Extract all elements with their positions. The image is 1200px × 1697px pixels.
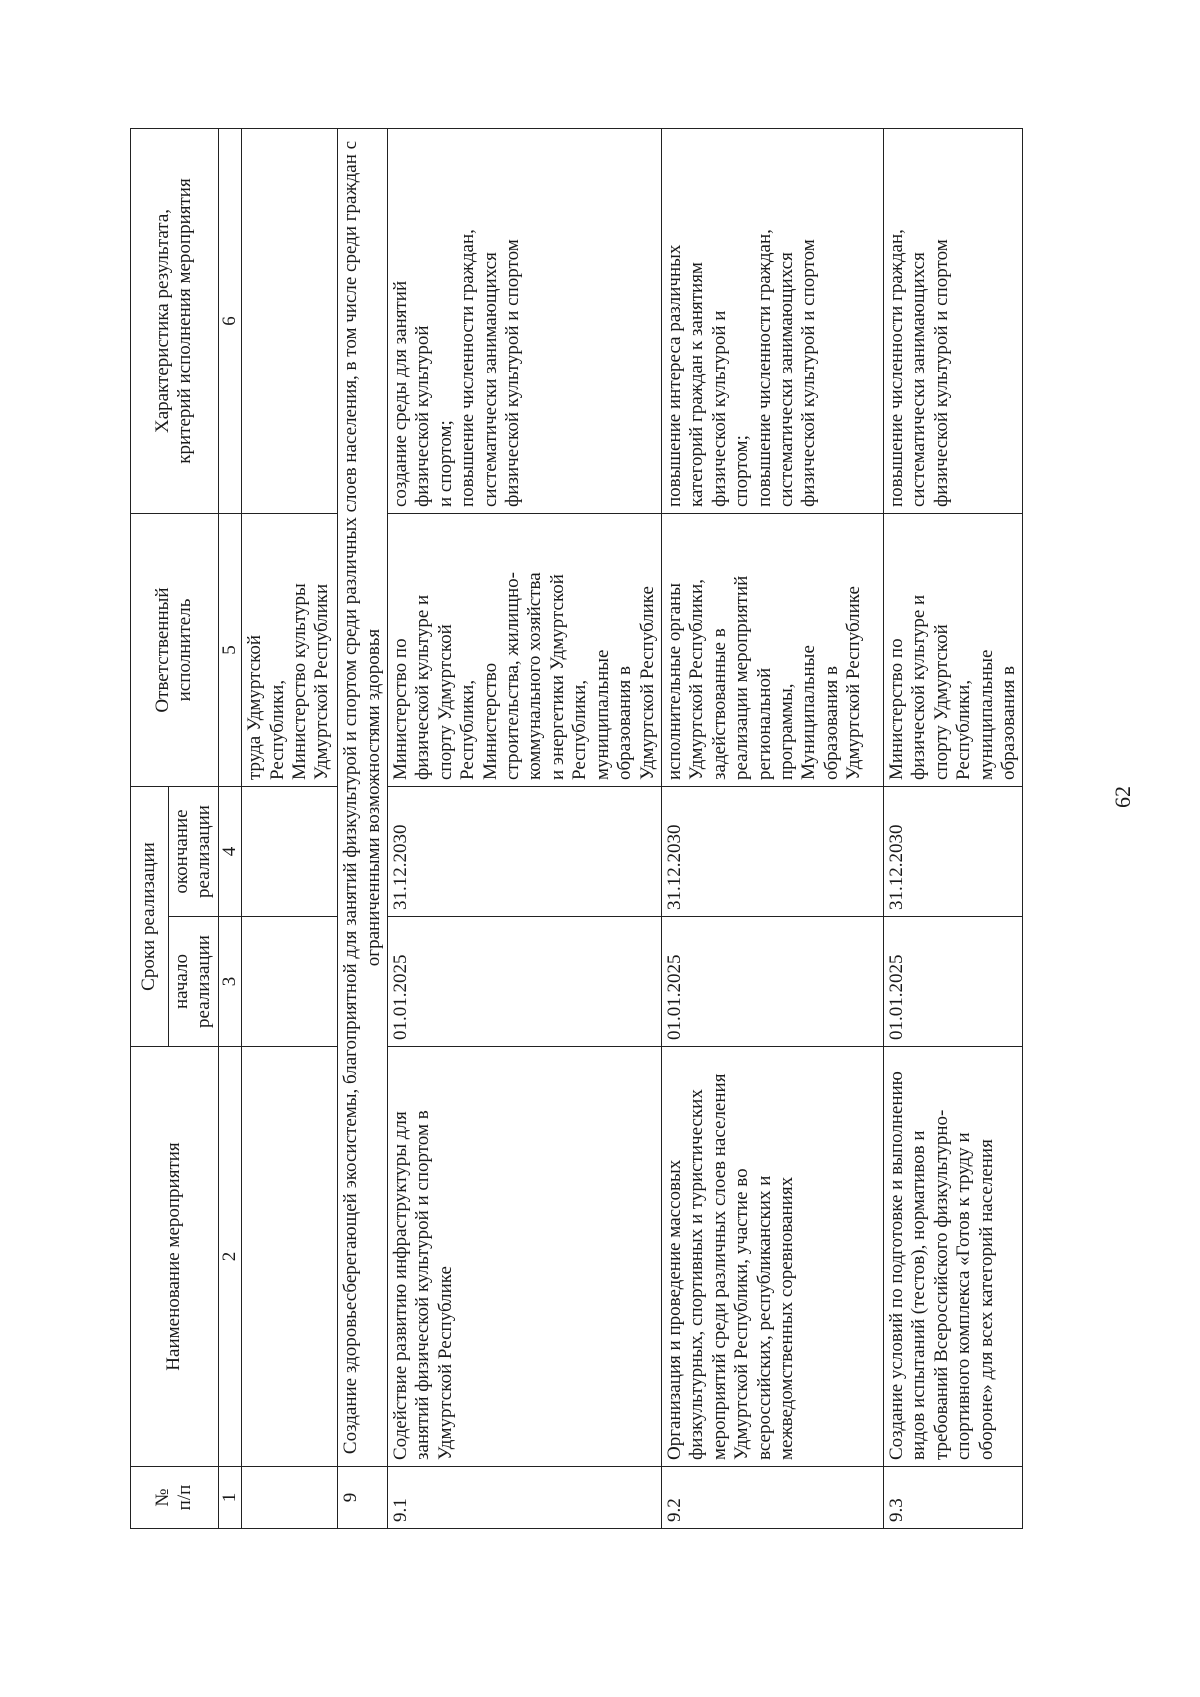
cell-end: 31.12.2030 (661, 787, 883, 917)
column-index-2: 2 (218, 1047, 241, 1467)
column-index-4: 4 (218, 787, 241, 917)
section-number: 9 (338, 1467, 388, 1529)
cell-num: 9.2 (661, 1467, 883, 1529)
cell-start: 01.01.2025 (388, 917, 662, 1047)
table-row (883, 129, 1022, 1529)
cell-name: Содействие развитию инфраструктуры для занятий физической культурой и спортом в Удмуртской Республике (388, 1047, 662, 1467)
section-title: Создание здоровьесберегающей экосистемы, благоприятной для занятий физкультурой и спортом среди различных слоев населения, в том числе среди граждан с ограниченными возможностями здоровья (338, 129, 388, 1467)
cell-executor: исполнительные органы Удмуртской Республики, задействованные в реализации мероприятий региональной программы, Муниципальные образования в Удмуртской Республике (661, 514, 883, 787)
cell-empty (242, 917, 338, 1047)
column-index-6: 6 (218, 129, 241, 514)
cell-empty (242, 129, 338, 514)
activities-table (130, 128, 1023, 1529)
header-end: окончание реализации (169, 787, 219, 917)
cell-result: повышение интереса различных категорий граждан к занятиям физической культурой и спортом; повышение численности граждан, систематически занимающихся физической культурой и спортом (661, 129, 883, 514)
page-number: 62 (1110, 786, 1135, 808)
cell-end: 31.12.2030 (388, 787, 662, 917)
cell-empty (242, 1047, 338, 1467)
table-row-continuation (242, 129, 338, 1529)
column-index-1: 1 (218, 1467, 241, 1529)
cell-result: создание среды для занятий физической культурой и спортом; повышение численности граждан, систематически занимающихся физической культурой и спортом (388, 129, 662, 514)
header-num: № п/п (131, 1467, 219, 1529)
header-name: Наименование мероприятия (131, 1047, 219, 1467)
cell-num: 9.1 (388, 1467, 662, 1529)
cell-name: Создание условий по подготовке и выполнению видов испытаний (тестов), нормативов и требований Всероссийского физкультурно-спортивного комплекса «Готов к труду и обороне» для всех категорий населения (883, 1047, 1022, 1467)
cell-executor: Министерство по физической культуре и спорту Удмуртской Республики, муниципальные образования в (883, 514, 1022, 787)
cell-num: 9.3 (883, 1467, 1022, 1529)
cell-start: 01.01.2025 (883, 917, 1022, 1047)
table-row (388, 129, 662, 1529)
column-index-5: 5 (218, 514, 241, 787)
cell-empty (242, 787, 338, 917)
header-period: Сроки реализации (131, 787, 169, 1047)
table-row (661, 129, 883, 1529)
cell-start: 01.01.2025 (661, 917, 883, 1047)
column-index-3: 3 (218, 917, 241, 1047)
header-result: Характеристика результата, критерий исполнения мероприятия (131, 129, 219, 514)
cell-result: повышение численности граждан, систематически занимающихся физической культурой и спортом (883, 129, 1022, 514)
cell-executor: Министерство по физической культуре и спорту Удмуртской Республики, Министерство строительства, жилищно- коммунального хозяйства и энергетики Удмуртской Республики, муниципальные образования в Удмуртской Республике (388, 514, 662, 787)
section-row (338, 129, 388, 1529)
cell-executor: труда Удмуртской Республики, Министерство культуры Удмуртской Республики (242, 514, 338, 787)
cell-name: Организация и проведение массовых физкультурных, спортивных и туристических мероприятий среди различных слоев населения Удмуртской Республики, участие во всероссийских, республиканских и межведомственных соревнованиях (661, 1047, 883, 1467)
header-executor: Ответственный исполнитель (131, 514, 219, 787)
cell-empty (242, 1467, 338, 1529)
cell-end: 31.12.2030 (883, 787, 1022, 917)
header-start: начало реализации (169, 917, 219, 1047)
